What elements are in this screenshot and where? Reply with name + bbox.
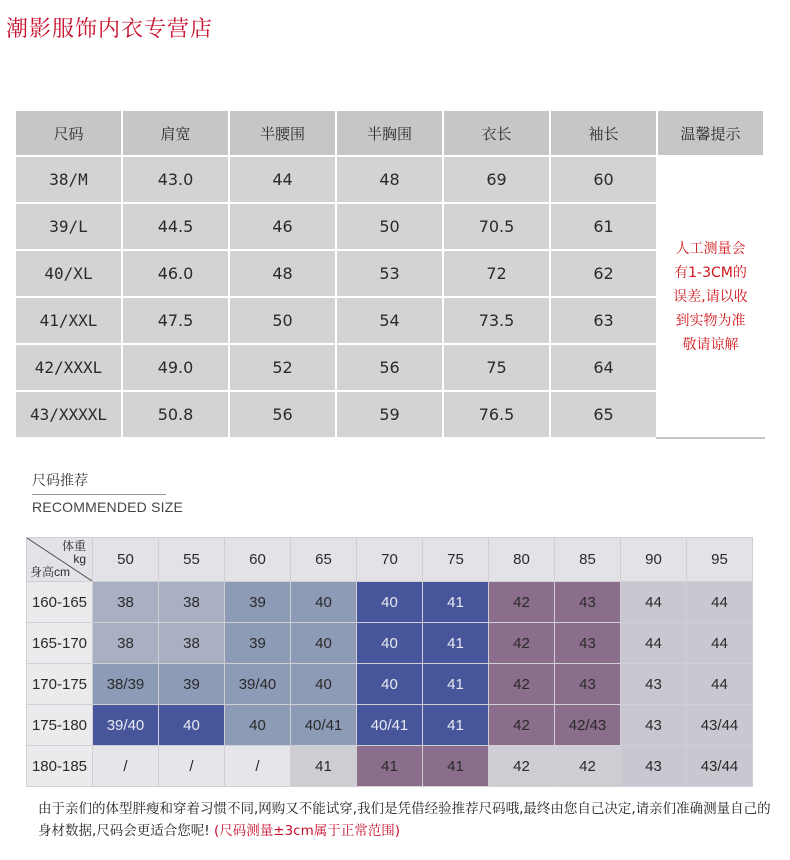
size-chart-cell: 73.5 [443, 297, 550, 344]
store-title: 潮影服饰内衣专营店 [6, 17, 214, 42]
recommend-row [27, 623, 753, 664]
size-chart-header-cell: 衣长 [443, 110, 550, 156]
recommend-size-cell: 40 [357, 623, 423, 664]
size-chart-cell: 46.0 [122, 250, 229, 297]
recommend-size-cell: 39/40 [225, 664, 291, 705]
size-chart-row [15, 344, 764, 391]
recommend-size-cell: 40 [291, 582, 357, 623]
size-chart-cell: 50 [229, 297, 336, 344]
recommend-size-cell: 42 [489, 623, 555, 664]
corner-weight-unit: kg [73, 552, 86, 566]
recommend-size-cell: 40 [291, 664, 357, 705]
height-row-header: 175-180 [27, 705, 93, 746]
recommend-size-cell: 43/44 [687, 746, 753, 787]
size-chart-cell: 50 [336, 203, 443, 250]
weight-header-cell: 95 [687, 538, 753, 582]
recommend-size-cell: 41 [423, 623, 489, 664]
size-chart-cell: 49.0 [122, 344, 229, 391]
recommend-size-cell: 41 [423, 746, 489, 787]
size-chart-cell: 46 [229, 203, 336, 250]
recommend-size-cell: 41 [423, 705, 489, 746]
footer-note-text: 由于亲们的体型胖瘦和穿着习惯不同,网购又不能试穿,我们是凭借经验推荐尺码哦,最终由您自己决定,请亲们准确测量自己的身材数据,尺码会更适合您呢! [38, 801, 771, 839]
recommend-size-cell: 40 [291, 623, 357, 664]
recommend-row [27, 664, 753, 705]
recommend-size-cell: 40 [159, 705, 225, 746]
size-chart-table [14, 109, 765, 439]
weight-header-cell: 50 [93, 538, 159, 582]
size-chart-cell: 50.8 [122, 391, 229, 438]
recommend-title: 尺码推荐 [32, 473, 88, 489]
recommend-size-cell: 42 [489, 746, 555, 787]
recommend-size-cell: 44 [687, 623, 753, 664]
recommend-size-cell: 41 [291, 746, 357, 787]
recommend-size-cell: 43 [555, 664, 621, 705]
recommend-corner-cell [27, 538, 93, 582]
weight-header-cell: 85 [555, 538, 621, 582]
tip-line: 有1-3CM的 [674, 265, 747, 281]
footer-note [38, 798, 778, 842]
size-chart-cell: 63 [550, 297, 657, 344]
size-chart-cell: 54 [336, 297, 443, 344]
height-row-header: 165-170 [27, 623, 93, 664]
recommend-size-cell: 44 [687, 582, 753, 623]
size-chart-cell: 64 [550, 344, 657, 391]
size-chart-header-cell: 袖长 [550, 110, 657, 156]
weight-header-cell: 75 [423, 538, 489, 582]
recommend-size-cell: 41 [423, 664, 489, 705]
recommend-size-cell: 42 [489, 582, 555, 623]
size-chart-size-cell: 41/XXL [15, 297, 122, 344]
recommend-size-cell: 42 [489, 705, 555, 746]
size-chart-cell: 53 [336, 250, 443, 297]
size-chart-cell: 60 [550, 156, 657, 203]
weight-header-cell: 90 [621, 538, 687, 582]
recommend-size-cell: 39 [225, 582, 291, 623]
size-chart-header-cell: 半腰围 [229, 110, 336, 156]
size-chart-size-cell: 43/XXXXL [15, 391, 122, 438]
size-chart-cell: 48 [336, 156, 443, 203]
footer-note-accent: (尺码测量±3cm属于正常范围) [214, 823, 401, 839]
recommend-size-cell: 43 [621, 705, 687, 746]
size-chart-row [15, 297, 764, 344]
recommend-size-cell: 38 [159, 582, 225, 623]
size-chart-cell: 44 [229, 156, 336, 203]
recommend-size-cell: 39 [225, 623, 291, 664]
size-chart-cell: 61 [550, 203, 657, 250]
recommend-size-cell: 38 [93, 582, 159, 623]
recommend-size-cell: 42 [555, 746, 621, 787]
recommend-size-cell: 43 [621, 664, 687, 705]
recommend-size-cell: 42/43 [555, 705, 621, 746]
recommend-size-cell: / [159, 746, 225, 787]
corner-weight-label [62, 540, 86, 566]
recommend-size-cell: 39 [159, 664, 225, 705]
size-chart-cell: 47.5 [122, 297, 229, 344]
recommend-row [27, 582, 753, 623]
recommend-size-cell: / [93, 746, 159, 787]
recommend-size-cell: 40 [225, 705, 291, 746]
weight-header-cell: 70 [357, 538, 423, 582]
height-row-header: 170-175 [27, 664, 93, 705]
recommend-size-cell: 43/44 [687, 705, 753, 746]
size-chart-header-row [15, 110, 764, 156]
recommend-size-cell: / [225, 746, 291, 787]
recommend-size-cell: 44 [687, 664, 753, 705]
size-chart-tip-cell [657, 156, 764, 438]
recommend-size-cell: 40 [357, 664, 423, 705]
size-chart-size-cell: 40/XL [15, 250, 122, 297]
size-chart-cell: 69 [443, 156, 550, 203]
size-chart-cell: 44.5 [122, 203, 229, 250]
recommend-size-cell: 42 [489, 664, 555, 705]
corner-height-label: 身高cm [30, 565, 70, 579]
recommend-row [27, 746, 753, 787]
recommend-divider [32, 494, 166, 495]
weight-header-cell: 65 [291, 538, 357, 582]
size-chart-size-cell: 42/XXXL [15, 344, 122, 391]
size-chart-cell: 48 [229, 250, 336, 297]
weight-header-cell: 55 [159, 538, 225, 582]
size-chart-row [15, 250, 764, 297]
recommend-size-cell: 41 [423, 582, 489, 623]
recommend-size-cell: 40 [357, 582, 423, 623]
tip-line: 到实物为准 [675, 313, 746, 329]
size-chart-cell: 72 [443, 250, 550, 297]
recommend-size-cell: 43 [621, 746, 687, 787]
recommend-size-cell: 40/41 [291, 705, 357, 746]
size-chart-row [15, 203, 764, 250]
recommend-row [27, 705, 753, 746]
size-chart-header-cell: 肩宽 [122, 110, 229, 156]
tip-line: 敬请谅解 [682, 337, 739, 353]
size-chart-cell: 62 [550, 250, 657, 297]
recommend-size-cell: 43 [555, 623, 621, 664]
size-chart-cell: 65 [550, 391, 657, 438]
tip-line: 人工测量会 [675, 241, 746, 257]
recommend-size-cell: 38/39 [93, 664, 159, 705]
recommend-size-cell: 41 [357, 746, 423, 787]
tip-line: 误差,请以收 [673, 289, 748, 305]
recommend-size-cell: 40/41 [357, 705, 423, 746]
weight-header-cell: 60 [225, 538, 291, 582]
size-chart-header-cell: 尺码 [15, 110, 122, 156]
recommend-subtitle: RECOMMENDED SIZE [32, 499, 183, 515]
size-chart-cell: 75 [443, 344, 550, 391]
size-chart-cell: 56 [336, 344, 443, 391]
size-chart-cell: 56 [229, 391, 336, 438]
recommend-size-cell: 38 [93, 623, 159, 664]
height-row-header: 160-165 [27, 582, 93, 623]
size-chart-header-cell: 半胸围 [336, 110, 443, 156]
recommend-size-cell: 39/40 [93, 705, 159, 746]
recommend-size-cell: 44 [621, 623, 687, 664]
size-chart-cell: 59 [336, 391, 443, 438]
size-chart-size-cell: 38/M [15, 156, 122, 203]
size-chart-cell: 52 [229, 344, 336, 391]
size-chart-header-cell: 温馨提示 [657, 110, 764, 156]
corner-weight: 体重 [61, 539, 86, 553]
height-row-header: 180-185 [27, 746, 93, 787]
recommend-header-row [27, 538, 753, 582]
recommend-table [26, 537, 753, 787]
weight-header-cell: 80 [489, 538, 555, 582]
size-chart-row [15, 391, 764, 438]
size-chart-cell: 43.0 [122, 156, 229, 203]
recommend-size-cell: 43 [555, 582, 621, 623]
recommend-size-cell: 38 [159, 623, 225, 664]
recommend-size-cell: 44 [621, 582, 687, 623]
size-chart-cell: 76.5 [443, 391, 550, 438]
size-chart-cell: 70.5 [443, 203, 550, 250]
size-chart-row [15, 156, 764, 203]
size-chart-size-cell: 39/L [15, 203, 122, 250]
